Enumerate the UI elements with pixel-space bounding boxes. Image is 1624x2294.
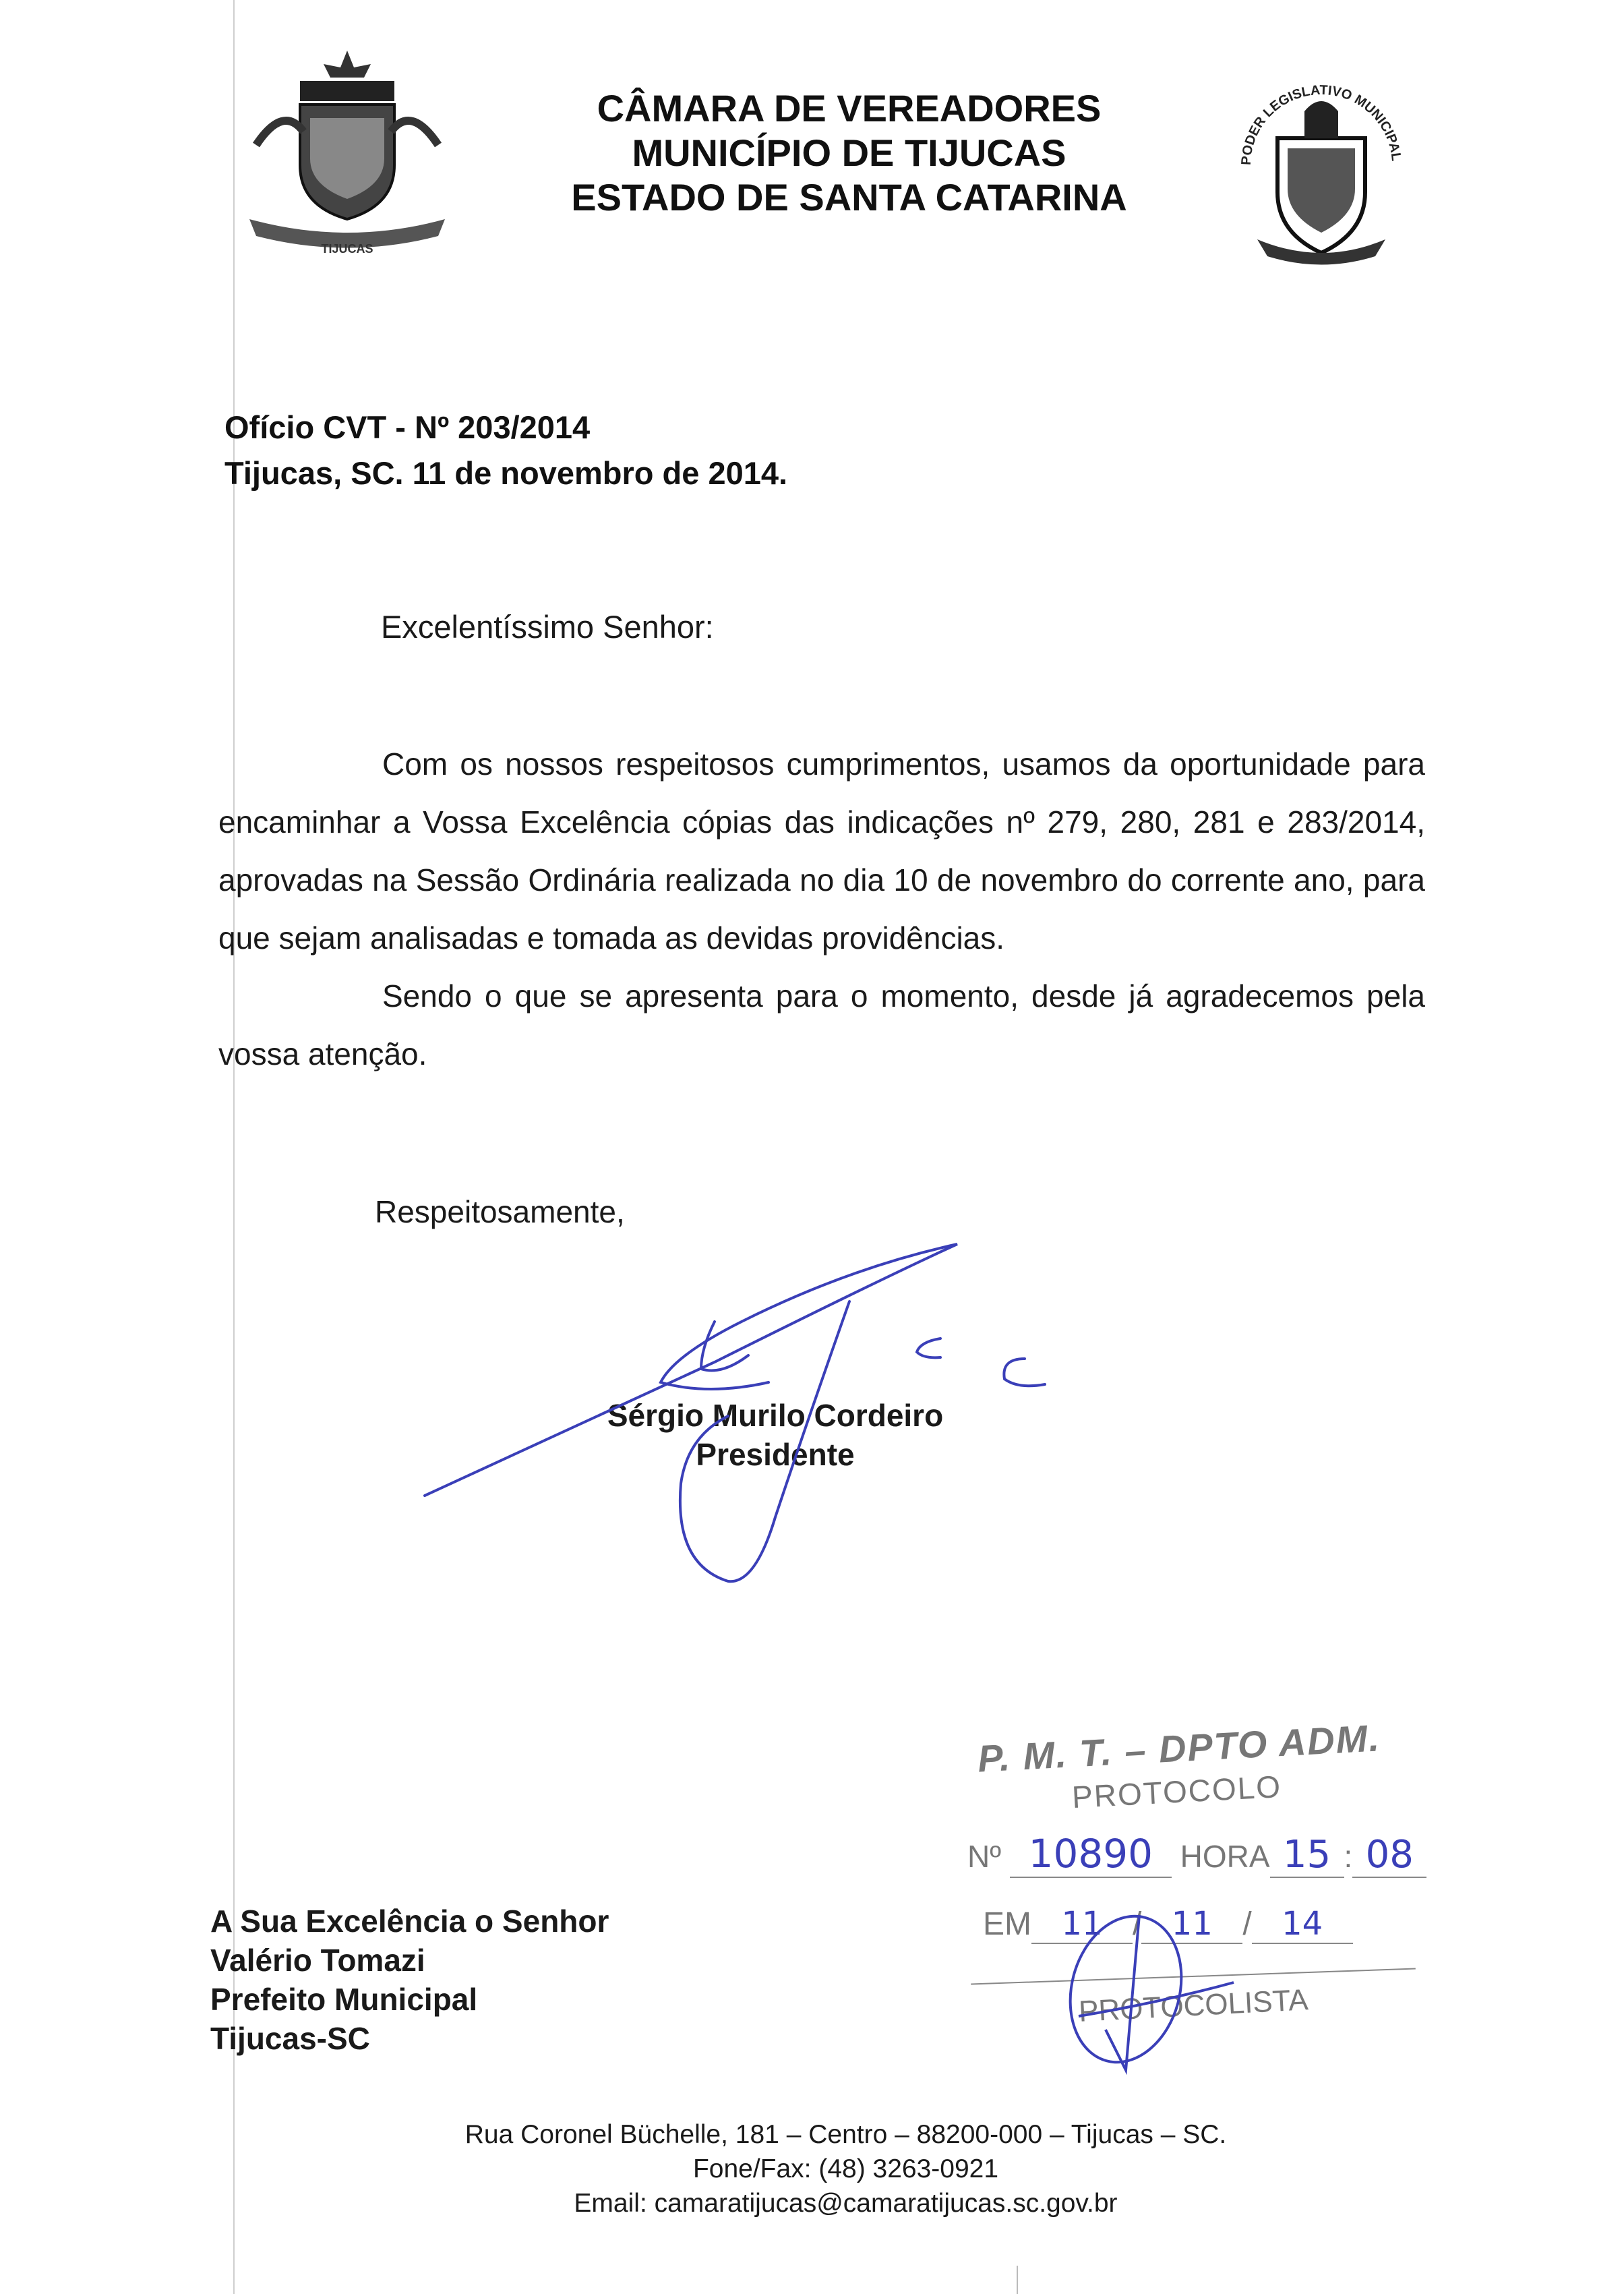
paragraph: Com os nossos respeitosos cumprimentos, usamos da oportunidade para encaminhar a Vossa Excelência cópias das indicações nº 279, 280, 281 e 283/2014, aprovadas na Sessão Ordinária realizada no dia 10 de novembro do corrente ano, para que sejam analisadas e tomada as devidas providências. (218, 746, 1425, 955)
addressee-line: A Sua Excelência o Senhor (210, 1904, 609, 1939)
footer-address: Rua Coronel Büchelle, 181 – Centro – 88200-000 – Tijucas – SC. (464, 2120, 1227, 2149)
crest-text: TIJUCAS (321, 242, 373, 256)
stamp-number-row: Nº 10890 HORA 15 : 08 (967, 1831, 1426, 1878)
stamp-signature-label: PROTOCOLISTA (1077, 1983, 1309, 2028)
letterhead-footer (0, 2117, 1624, 2221)
protocolist-initials-icon (964, 1713, 1436, 2090)
minute-value: 08 (1352, 1833, 1426, 1878)
number-label: Nº (967, 1839, 1002, 1874)
hour-value: 15 (1270, 1833, 1344, 1878)
stamp-subtitle: PROTOCOLO (1071, 1768, 1283, 1815)
date-year: 14 (1252, 1905, 1353, 1944)
paragraph: Sendo o que se apresenta para o momento, desde já agradecemos pela vossa atenção. (218, 978, 1425, 1071)
protocol-stamp (964, 1713, 1436, 2063)
addressee-role: Prefeito Municipal (210, 1982, 478, 2017)
signer-title: Presidente (696, 1437, 855, 1472)
hour-label: HORA (1180, 1839, 1270, 1874)
date-month: 11 (1141, 1905, 1242, 1944)
place-date: Tijucas, SC. 11 de novembro de 2014. (224, 455, 788, 491)
stamp-date-row: EM 11 / 11 / 14 (983, 1905, 1353, 1944)
footer-email: Email: camaratijucas@camaratijucas.sc.gov.br (574, 2189, 1118, 2218)
seal-text: PODER LEGISLATIVO MUNICIPAL (1238, 82, 1404, 166)
date-label: EM (983, 1906, 1031, 1942)
addressee-city: Tijucas-SC (210, 2021, 370, 2056)
letterhead-line: ESTADO DE SANTA CATARINA (571, 176, 1127, 218)
footer-phone: Fone/Fax: (48) 3263-0921 (692, 2154, 999, 2183)
letterhead-line: CÂMARA DE VEREADORES (597, 87, 1102, 129)
addressee-block (210, 1902, 609, 2058)
stamp-title: P. M. T. – DPTO ADM. (976, 1716, 1382, 1780)
date-day: 11 (1031, 1905, 1133, 1944)
signer-name: Sérgio Murilo Cordeiro (607, 1398, 944, 1433)
protocol-number: 10890 (1010, 1831, 1172, 1878)
salutation: Excelentíssimo Senhor: (381, 609, 714, 645)
addressee-name: Valério Tomazi (210, 1943, 425, 1978)
letterhead-line: MUNICÍPIO DE TIJUCAS (632, 131, 1066, 174)
closing: Respeitosamente, (375, 1194, 625, 1229)
oficio-number: Ofício CVT - Nº 203/2014 (224, 409, 591, 445)
